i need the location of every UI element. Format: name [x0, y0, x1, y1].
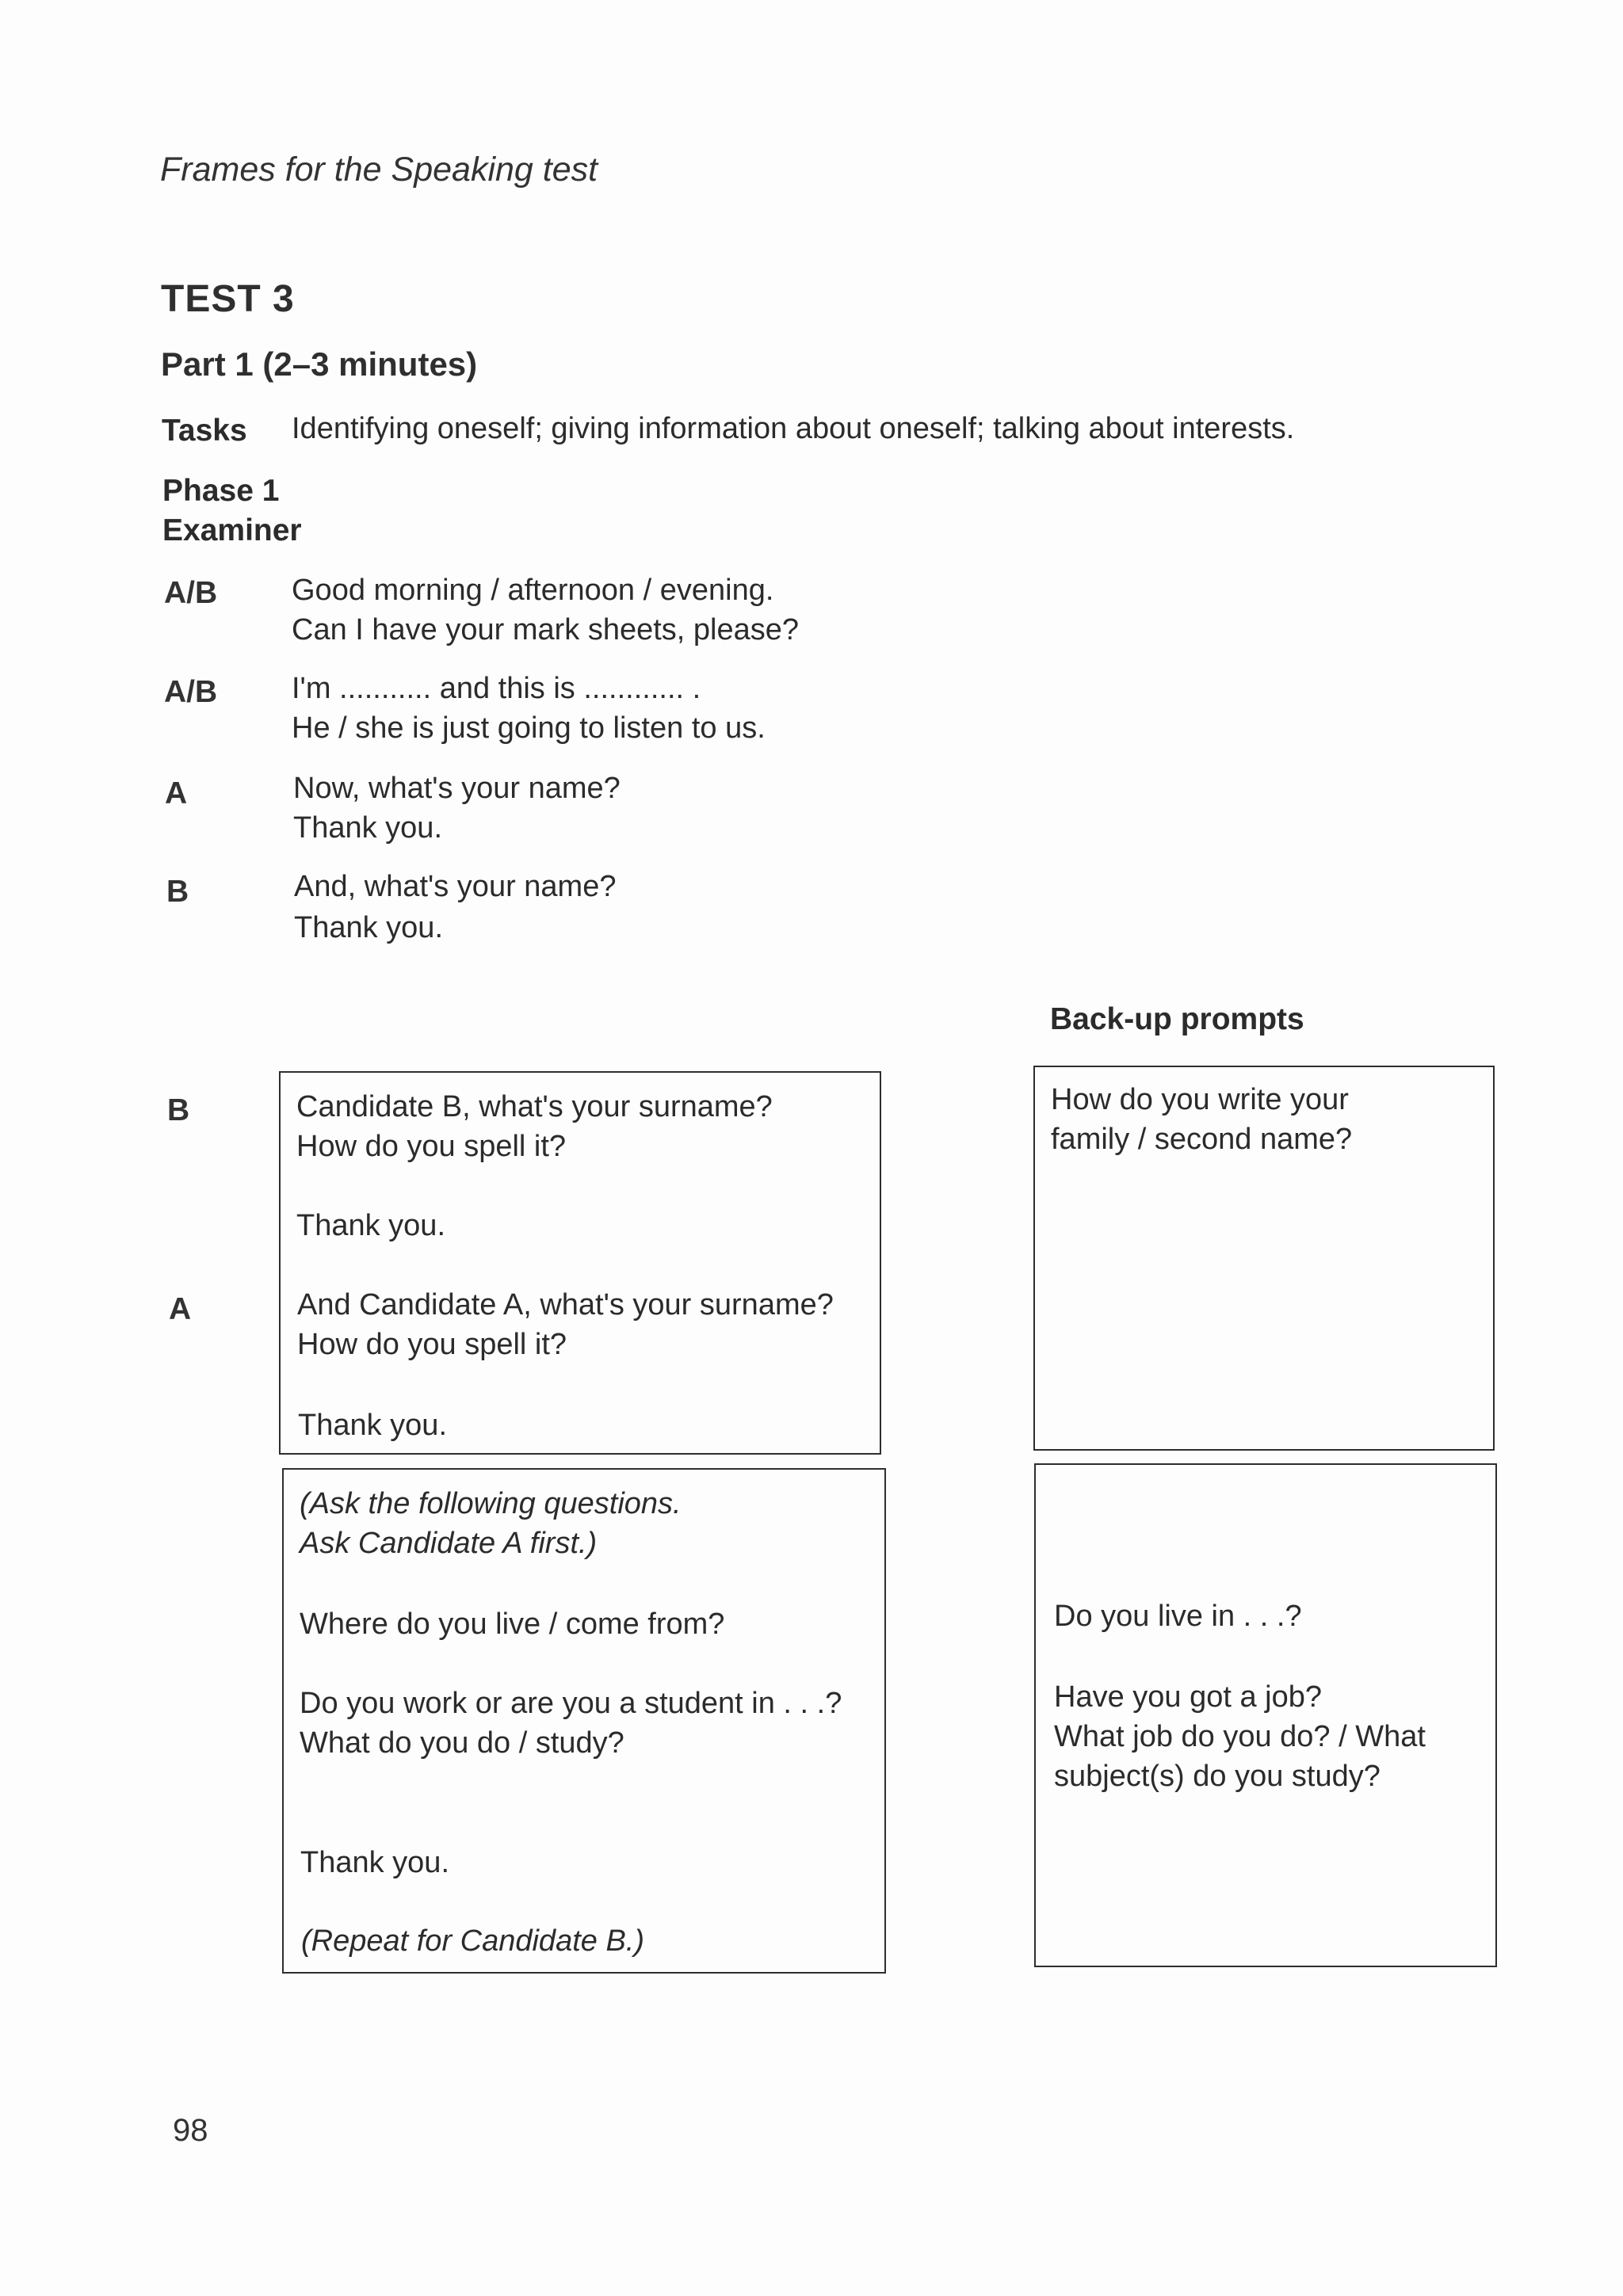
backup-line: Do you live in . . .?	[1054, 1600, 1302, 1633]
tasks-text: Identifying oneself; giving information about oneself; talking about interests.	[292, 412, 1295, 445]
phase-label: Phase 1	[162, 474, 280, 508]
box-line: Where do you live / come from?	[300, 1608, 725, 1641]
tasks-label: Tasks	[162, 414, 247, 448]
backup-line: Have you got a job?	[1054, 1680, 1323, 1714]
page-number: 98	[173, 2113, 208, 2148]
backup-line: family / second name?	[1051, 1123, 1353, 1156]
examiner-line: I'm ........... and this is ............ .	[292, 672, 701, 705]
box-repeat-note: (Repeat for Candidate B.)	[301, 1924, 645, 1958]
box-line: How do you spell it?	[297, 1328, 567, 1361]
part-title: Part 1 (2–3 minutes)	[161, 345, 478, 383]
examiner-line: Thank you.	[294, 911, 443, 944]
examiner-line: And, what's your name?	[294, 870, 617, 903]
box-line: How do you spell it?	[296, 1130, 567, 1163]
box-line: What do you do / study?	[300, 1726, 624, 1760]
examiner-line: He / she is just going to listen to us.	[292, 711, 766, 745]
examiner-line: Can I have your mark sheets, please?	[292, 613, 800, 646]
box-instruction: Ask Candidate A first.)	[300, 1527, 598, 1560]
examiner-line: Good morning / afternoon / evening.	[292, 574, 774, 607]
backup-box-questions	[1034, 1463, 1497, 1967]
examiner-line: Thank you.	[293, 811, 442, 845]
backup-line: What job do you do? / What	[1054, 1720, 1426, 1753]
backup-prompts-heading: Back-up prompts	[1050, 1002, 1304, 1036]
box-line: And Candidate A, what's your surname?	[297, 1288, 834, 1322]
examiner-box-surnames	[279, 1071, 881, 1455]
examiner-label: Examiner	[162, 513, 302, 547]
backup-box-surnames	[1033, 1066, 1495, 1451]
backup-line: How do you write your	[1051, 1083, 1349, 1116]
row-label-a: A	[169, 1292, 192, 1326]
box-line: Thank you.	[300, 1846, 449, 1879]
row-label: B	[166, 875, 189, 909]
examiner-box-questions	[282, 1468, 886, 1974]
running-head: Frames for the Speaking test	[160, 151, 598, 189]
box-instruction: (Ask the following questions.	[300, 1487, 682, 1520]
box-line: Do you work or are you a student in . . .?	[300, 1687, 842, 1720]
box-line: Candidate B, what's your surname?	[296, 1090, 773, 1123]
examiner-line: Now, what's your name?	[293, 772, 621, 805]
test-title: TEST 3	[161, 278, 295, 320]
row-label: A/B	[164, 675, 218, 709]
row-label: A/B	[164, 576, 218, 610]
box-line: Thank you.	[296, 1209, 445, 1242]
row-label: A	[165, 776, 188, 810]
backup-line: subject(s) do you study?	[1054, 1760, 1381, 1793]
box-line: Thank you.	[298, 1409, 447, 1442]
row-label-b: B	[167, 1093, 190, 1127]
